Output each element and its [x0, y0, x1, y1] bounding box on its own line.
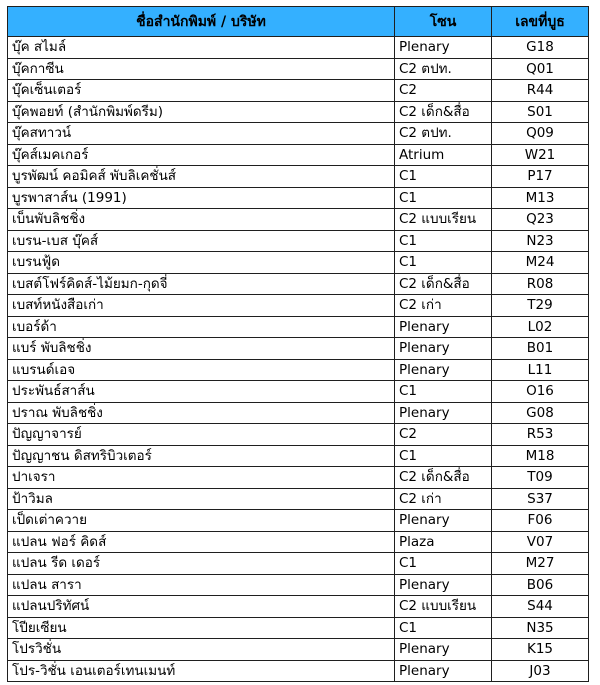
publisher-name-cell: แปลน รีด เดอร์ [8, 553, 395, 575]
table-body [8, 37, 589, 682]
publisher-name-cell: แปลนปริทัศน์ [8, 596, 395, 618]
booth-number-cell: G08 [492, 402, 589, 424]
table-row [8, 295, 589, 317]
publisher-name-cell: โปร-วิชั่น เอนเตอร์เทนเมนท์ [8, 660, 395, 682]
table-row [8, 467, 589, 489]
zone-cell: Plenary [395, 402, 492, 424]
header-row [8, 7, 589, 37]
booth-number-cell: K15 [492, 639, 589, 661]
zone-cell: C2 เด็ก&สื่อ [395, 101, 492, 123]
publisher-name-cell: แปลน ฟอร์ คิดส์ [8, 531, 395, 553]
zone-cell: Plenary [395, 639, 492, 661]
zone-cell: C1 [395, 187, 492, 209]
publisher-name-cell: เป็ดเต่าควาย [8, 510, 395, 532]
table-row [8, 596, 589, 618]
booth-number-cell: R53 [492, 424, 589, 446]
booth-number-cell: N35 [492, 617, 589, 639]
table-row [8, 101, 589, 123]
publisher-name-cell: เบอร์ด้า [8, 316, 395, 338]
zone-cell: C1 [395, 166, 492, 188]
header-zone: โซน [395, 7, 492, 37]
booth-number-cell: L02 [492, 316, 589, 338]
publisher-name-cell: เบรนฟู้ด [8, 252, 395, 274]
table-row [8, 660, 589, 682]
zone-cell: C1 [395, 445, 492, 467]
zone-cell: C2 ตปท. [395, 58, 492, 80]
publisher-name-cell: บุ๊ค สไมล์ [8, 37, 395, 59]
booth-number-cell: F06 [492, 510, 589, 532]
zone-cell: C2 เด็ก&สื่อ [395, 273, 492, 295]
booth-number-cell: R08 [492, 273, 589, 295]
zone-cell: C2 เก่า [395, 295, 492, 317]
table-row [8, 639, 589, 661]
booth-number-cell: T29 [492, 295, 589, 317]
booth-number-cell: O16 [492, 381, 589, 403]
table-row [8, 230, 589, 252]
booth-number-cell: B01 [492, 338, 589, 360]
publisher-name-cell: แบร์ พับลิชชิ่ง [8, 338, 395, 360]
booth-number-cell: R44 [492, 80, 589, 102]
booth-number-cell: M24 [492, 252, 589, 274]
zone-cell: Atrium [395, 144, 492, 166]
table-row [8, 381, 589, 403]
publisher-name-cell: บุ๊คพอยท์ (สำนักพิมพ์ดรีม) [8, 101, 395, 123]
zone-cell: Plenary [395, 660, 492, 682]
zone-cell: C1 [395, 553, 492, 575]
booth-number-cell: G18 [492, 37, 589, 59]
publisher-name-cell: โปียเซียน [8, 617, 395, 639]
zone-cell: Plenary [395, 359, 492, 381]
zone-cell: C2 [395, 80, 492, 102]
publisher-name-cell: เบสต์โฟร์คิดส์-ไม้ยมก-กุดจี่ [8, 273, 395, 295]
publisher-name-cell: บูรพาสาส์น (1991) [8, 187, 395, 209]
booth-number-cell: S37 [492, 488, 589, 510]
publisher-name-cell: บุ๊คเซ็นเตอร์ [8, 80, 395, 102]
zone-cell: Plenary [395, 316, 492, 338]
booth-number-cell: B06 [492, 574, 589, 596]
header-booth-number: เลขที่บูธ [492, 7, 589, 37]
zone-cell: C2 เก่า [395, 488, 492, 510]
table-row [8, 144, 589, 166]
publisher-name-cell: บูรพัฒน์ คอมิคส์ พับลิเคชั่นส์ [8, 166, 395, 188]
publisher-name-cell: โปรวิชั่น [8, 639, 395, 661]
publisher-name-cell: ปัญญาจารย์ [8, 424, 395, 446]
zone-cell: C2 แบบเรียน [395, 596, 492, 618]
zone-cell: Plenary [395, 510, 492, 532]
zone-cell: C1 [395, 252, 492, 274]
booth-number-cell: L11 [492, 359, 589, 381]
publisher-name-cell: เบรน-เบส บุ๊คส์ [8, 230, 395, 252]
booth-number-cell: W21 [492, 144, 589, 166]
booth-number-cell: M13 [492, 187, 589, 209]
table-row [8, 424, 589, 446]
table-row [8, 574, 589, 596]
table-row [8, 359, 589, 381]
booth-number-cell: T09 [492, 467, 589, 489]
table-row [8, 80, 589, 102]
publisher-name-cell: แบรนด์เอจ [8, 359, 395, 381]
publisher-name-cell: แปลน สารา [8, 574, 395, 596]
zone-cell: C2 แบบเรียน [395, 209, 492, 231]
zone-cell: C2 เด็ก&สื่อ [395, 467, 492, 489]
zone-cell: C1 [395, 617, 492, 639]
table-row [8, 252, 589, 274]
zone-cell: Plaza [395, 531, 492, 553]
booth-number-cell: S01 [492, 101, 589, 123]
table-row [8, 123, 589, 145]
zone-cell: C2 [395, 424, 492, 446]
table-row [8, 58, 589, 80]
header-publisher-name: ชื่อสำนักพิมพ์ / บริษัท [8, 7, 395, 37]
table-row [8, 37, 589, 59]
table-row [8, 510, 589, 532]
table-row [8, 338, 589, 360]
publisher-name-cell: เบ็นพับลิชชิ่ง [8, 209, 395, 231]
table-row [8, 209, 589, 231]
publisher-name-cell: ประพันธ์สาส์น [8, 381, 395, 403]
zone-cell: Plenary [395, 574, 492, 596]
table-row [8, 488, 589, 510]
zone-cell: C1 [395, 230, 492, 252]
booth-number-cell: M18 [492, 445, 589, 467]
table-row [8, 531, 589, 553]
publisher-name-cell: เบสท์หนังสือเก่า [8, 295, 395, 317]
zone-cell: C2 ตปท. [395, 123, 492, 145]
table-row [8, 187, 589, 209]
booth-directory [7, 6, 588, 682]
publisher-name-cell: ปราณ พับลิชชิ่ง [8, 402, 395, 424]
publisher-name-cell: บุ๊คสทาวน์ [8, 123, 395, 145]
publisher-name-cell: ป้าวิมล [8, 488, 395, 510]
booth-number-cell: Q01 [492, 58, 589, 80]
table-row [8, 445, 589, 467]
booth-number-cell: Q09 [492, 123, 589, 145]
booth-number-cell: S44 [492, 596, 589, 618]
table-row [8, 402, 589, 424]
publisher-name-cell: ปาเจรา [8, 467, 395, 489]
table-row [8, 617, 589, 639]
publisher-name-cell: บุ๊คกาซีน [8, 58, 395, 80]
table-row [8, 166, 589, 188]
booth-number-cell: Q23 [492, 209, 589, 231]
table-row [8, 273, 589, 295]
table-row [8, 316, 589, 338]
table-row [8, 553, 589, 575]
zone-cell: Plenary [395, 338, 492, 360]
booth-number-cell: J03 [492, 660, 589, 682]
zone-cell: Plenary [395, 37, 492, 59]
zone-cell: C1 [395, 381, 492, 403]
booth-number-cell: M27 [492, 553, 589, 575]
booth-number-cell: V07 [492, 531, 589, 553]
booth-table [7, 6, 589, 682]
publisher-name-cell: ปัญญาชน ดิสทริบิวเตอร์ [8, 445, 395, 467]
booth-number-cell: P17 [492, 166, 589, 188]
booth-number-cell: N23 [492, 230, 589, 252]
publisher-name-cell: บุ๊คส์เมคเกอร์ [8, 144, 395, 166]
